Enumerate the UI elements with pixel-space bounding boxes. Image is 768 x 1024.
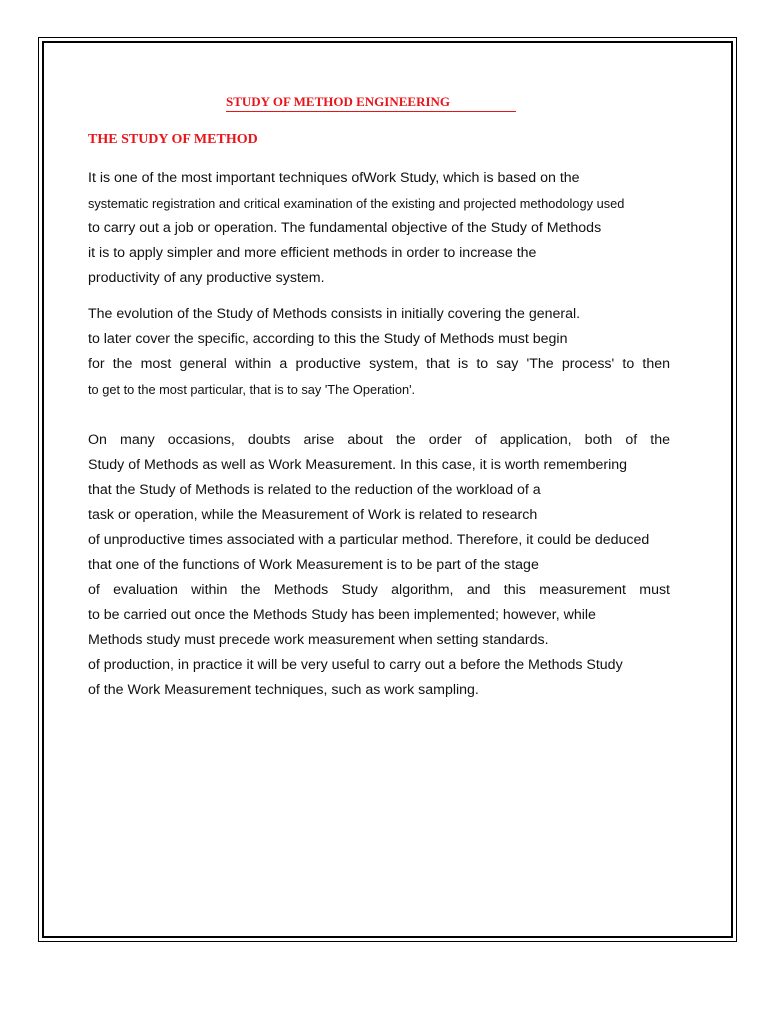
paragraph-line: productivity of any productive system. xyxy=(88,270,325,286)
paragraph-measurement xyxy=(88,428,674,703)
section-heading: THE STUDY OF METHOD xyxy=(88,132,258,147)
paragraph-line: for the most general within a productive system, that is to say 'The process' to then xyxy=(88,356,670,372)
paragraph-line: Study of Methods as well as Work Measurement. In this case, it is worth remembering xyxy=(88,457,628,473)
paragraph-line: On many occasions, doubts arise about the order of application, both of the xyxy=(88,432,670,448)
paragraph-line: It is one of the most important techniques ofWork Study, which is based on the xyxy=(88,170,580,186)
document-title: STUDY OF METHOD ENGINEERING xyxy=(226,94,516,112)
paragraph-evolution xyxy=(88,302,674,402)
paragraph-line: The evolution of the Study of Methods consists in initially covering the general. xyxy=(88,306,581,322)
paragraph-line: to carry out a job or operation. The fundamental objective of the Study of Methods xyxy=(88,220,602,236)
paragraph-intro xyxy=(88,166,674,291)
paragraph-line: to get to the most particular, that is to say 'The Operation'. xyxy=(88,382,416,397)
paragraph-line: of unproductive times associated with a particular method. Therefore, it could be deduced xyxy=(88,532,650,548)
paragraph-line: that one of the functions of Work Measurement is to be part of the stage xyxy=(88,557,539,573)
paragraph-line: Methods study must precede work measurement when setting standards. xyxy=(88,632,549,648)
paragraph-line: of the Work Measurement techniques, such as work sampling. xyxy=(88,682,479,698)
paragraph-line: it is to apply simpler and more efficient methods in order to increase the xyxy=(88,245,537,261)
paragraph-line: to be carried out once the Methods Study has been implemented; however, while xyxy=(88,607,596,623)
paragraph-line: to later cover the specific, according to this the Study of Methods must begin xyxy=(88,331,568,347)
paragraph-line: task or operation, while the Measurement of Work is related to research xyxy=(88,507,538,523)
paragraph-line: of evaluation within the Methods Study algorithm, and this measurement must xyxy=(88,582,670,598)
paragraph-line: of production, in practice it will be very useful to carry out a before the Methods Study xyxy=(88,657,623,673)
paragraph-line: systematic registration and critical examination of the existing and projected methodology used xyxy=(88,196,625,211)
paragraph-line: that the Study of Methods is related to the reduction of the workload of a xyxy=(88,482,541,498)
